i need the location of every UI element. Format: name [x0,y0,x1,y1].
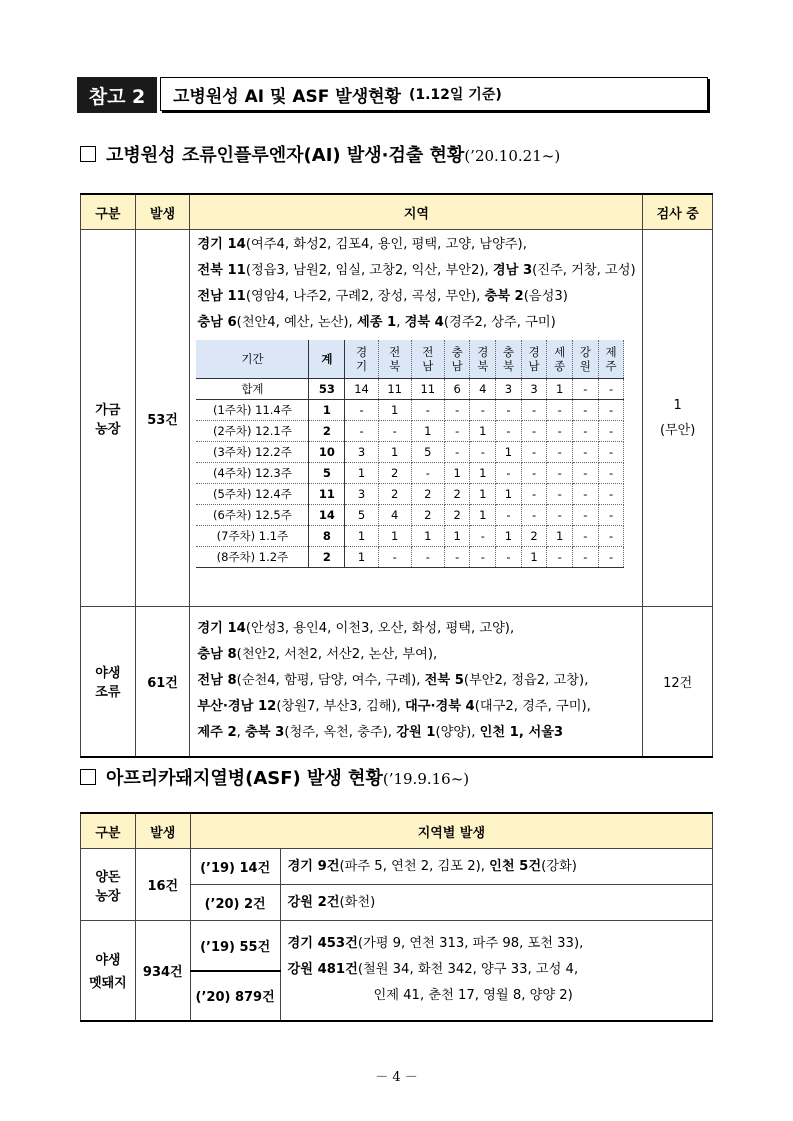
col-header-category: 구분 [81,813,136,849]
poultry-testing: 1 (무안) [643,230,713,607]
wild-region-line: 부산·경남 12(창원7, 부산3, 김해), 대구·경북 4(대구2, 경주, 구미), [197,699,591,715]
inner-row: (4주차) 12.3주 5 1 2 - 1 1 - - - - - [196,463,624,484]
wild-region-cell [190,607,643,757]
farm-year-2020: (’20) 2건 [190,885,280,921]
poultry-region-line: 경기 14(여주4, 화성2, 김포4, 용인, 평택, 고양, 남양주), [197,237,527,252]
farm-category: 양돈 농장 [81,849,136,921]
wild-count: 61건 [135,607,190,757]
wildboar-year-2019: (’19) 55건 [190,921,280,971]
col-header-region: 지역별 발생 [190,813,712,849]
col-header-region: 지역 [190,194,643,230]
section1-title: 고병원성 조류인플루엔자(AI) 발생·검출 현황 [106,145,465,166]
inner-header-col: 경 북 [470,340,496,379]
farm-detail-2019: 경기 9건(파주 5, 연천 2, 김포 2), 인천 5건(강화) [280,849,713,885]
header-title: 고병원성 AI 및 ASF 발생현황 [173,86,401,107]
wild-region-line: 전남 8(순천4, 함평, 담양, 여수, 구례), 전북 5(부안2, 정읍2, 고창), [197,673,589,689]
col-header-category: 구분 [81,194,136,230]
farm-detail-2020: 강원 2건(화천) [280,885,713,921]
header-date: (1.12일 기준) [408,87,502,103]
inner-row: 합계 53 14 11 11 6 4 3 3 1 - - [196,379,624,400]
inner-header-col: 강 원 [573,340,599,379]
inner-row: (8주차) 1.2주 2 1 - - - - - 1 - - - [196,547,624,568]
wild-region-line: 경기 14(안성3, 용인4, 이천3, 오산, 화성, 평택, 고양), [197,621,515,637]
inner-header-col: 계 [309,340,345,379]
poultry-region-line: 전북 11(정읍3, 남원2, 임실, 고창2, 익산, 부안2), 경남 3(진주, 거창, 고성) [197,263,636,278]
wildboar-year-2020: (’20) 879건 [190,971,280,1021]
poultry-region-line: 전남 11(영암4, 나주2, 구례2, 장성, 곡성, 무안), 충북 2(음성3) [197,289,568,304]
inner-row: (7주차) 1.1주 8 1 1 1 1 - 1 2 1 - - [196,526,624,547]
poultry-category: 가금 농장 [81,230,136,607]
col-header-occurrence: 발생 [135,813,190,849]
wild-region-line: 충남 8(천안2, 서천2, 서산2, 논산, 부여), [197,647,438,663]
inner-header-col: 전 북 [378,340,411,379]
inner-header-col: 충 북 [496,340,522,379]
checkbox-square-icon [80,146,96,162]
inner-row: (2주차) 12.1주 2 - - 1 - 1 - - - - - [196,421,624,442]
wildboar-detail [280,921,713,1021]
section2-title: 아프리카돼지열병(ASF) 발생 현황 [106,768,383,789]
inner-row: (5주차) 12.4주 11 3 2 2 2 1 1 - - - - [196,484,624,505]
farm-year-2019: (’19) 14건 [190,849,280,885]
col-header-occurrence: 발생 [135,194,190,230]
checkbox-square-icon [80,769,96,785]
header-tag: 참고 2 [77,77,157,113]
inner-header-col: 경 기 [345,340,378,379]
wildboar-region-line: 강원 481건(철원 34, 화천 342, 양구 33, 고성 4, [287,962,579,978]
inner-header-period: 기간 [196,340,309,379]
inner-header-col: 세 종 [547,340,573,379]
inner-row: (6주차) 12.5주 14 5 4 2 2 1 - - - - - [196,505,624,526]
inner-header-col: 전 남 [411,340,444,379]
inner-row: (1주차) 11.4주 1 - 1 - - - - - - - - [196,400,624,421]
col-header-testing: 검사 중 [643,194,713,230]
inner-header-col: 제 주 [598,340,624,379]
ai-table [80,193,713,758]
poultry-region-line: 충남 6(천안4, 예산, 논산), 세종 1, 경북 4(경주2, 상주, 구미) [197,315,556,330]
poultry-count: 53건 [135,230,190,607]
wild-region-line: 제주 2, 충북 3(청주, 옥천, 충주), 강원 1(양양), 인천 1, 서울3 [197,725,564,741]
section2-date: (’19.9.16~) [382,770,470,788]
page-number: － 4 － [375,1070,418,1085]
wildboar-category: 야생 멧돼지 [81,921,136,1021]
wildboar-count: 934건 [135,921,190,1021]
inner-row: (3주차) 12.2주 10 3 1 5 - - 1 - - - - [196,442,624,463]
section1-heading [80,141,560,167]
section2-heading [80,764,469,790]
poultry-weekly-table [196,340,624,568]
wildboar-region-line: 경기 453건(가평 9, 연천 313, 파주 98, 포천 33), [287,936,584,952]
farm-count: 16건 [135,849,190,921]
wild-testing: 12건 [643,607,713,757]
poultry-region-cell [190,230,643,607]
wild-category: 야생 조류 [81,607,136,757]
section1-date: (’20.10.21~) [464,147,561,165]
asf-table [80,812,713,1022]
inner-header-col: 경 남 [521,340,547,379]
wildboar-region-line: 인제 41, 춘천 17, 영월 8, 양양 2) [373,988,573,1004]
header-title-box [160,77,708,111]
inner-header-col: 충 남 [444,340,470,379]
